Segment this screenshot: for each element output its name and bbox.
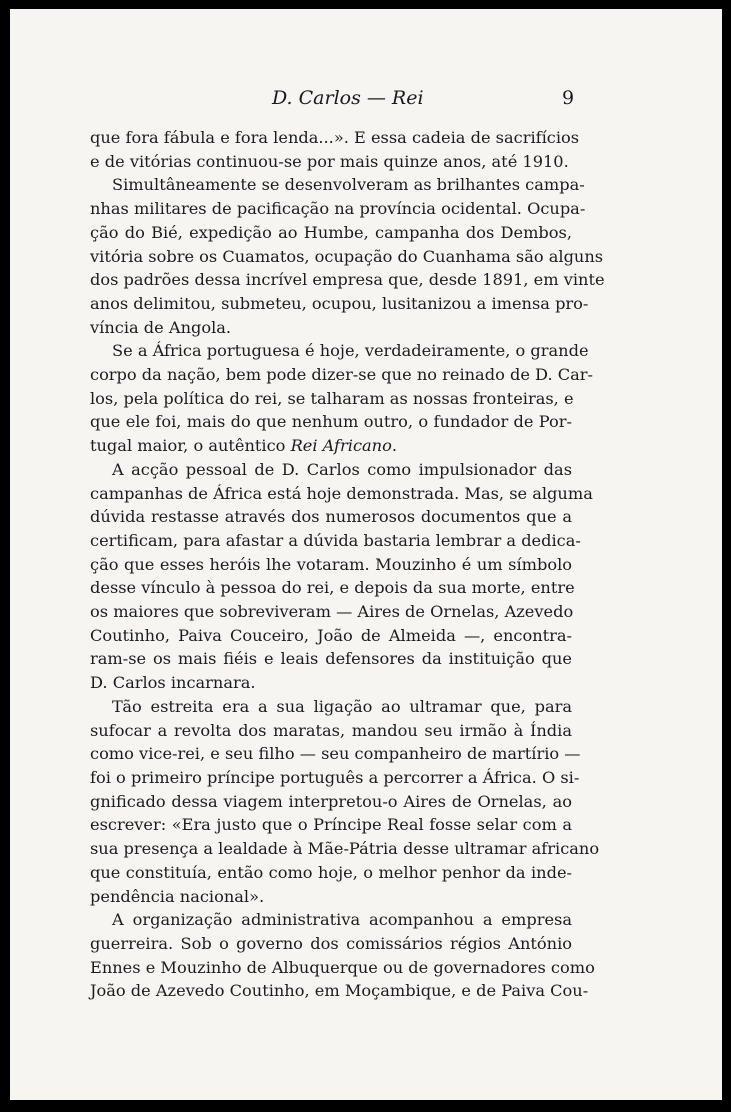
text-line: que ele foi, mais do que nenhum outro, o fundador de Por- [90,412,572,432]
text-line: Se a África portuguesa é hoje, verdadeiramente, o grande [112,341,589,361]
text-line: corpo da nação, bem pode dizer-se que no reinado de D. Car- [90,365,593,385]
text-line: A organização administrativa acompanhou a empresa [112,910,572,930]
text-line: D. Carlos incarnara. [90,673,256,693]
text-line: Simultâneamente se desenvolveram as brilhantes campa- [112,175,585,195]
text-line: pendência nacional». [90,886,265,906]
book-page [10,9,722,1100]
text-line: ção que esses heróis lhe votaram. Mouzinho é um símbolo [90,554,572,574]
text-line: campanhas de África está hoje demonstrada. Mas, se alguma [90,483,593,503]
text-line: certificam, para afastar a dúvida bastaria lembrar a dedica- [90,530,581,550]
text-line: Coutinho, Paiva Couceiro, João de Almeida —, encontra- [90,625,572,645]
page-number: 9 [562,87,575,109]
text-line: e de vitórias continuou-se por mais quinze anos, até 1910. [90,151,569,171]
text-line: como vice-rei, e seu filho — seu companheiro de martírio — [90,744,581,764]
text-line: desse vínculo à pessoa do rei, e depois da sua morte, entre [90,578,575,598]
page-header [10,87,722,117]
text-line: dúvida restasse através dos numerosos documentos que a [90,507,572,527]
text-line: gnificado dessa viagem interpretou-o Aires de Ornelas, ao [90,791,572,811]
text-line: anos delimitou, submeteu, ocupou, lusitanizou a imensa pro- [90,293,589,313]
text-line: sua presença a lealdade à Mãe-Pátria desse ultramar africano [90,839,600,859]
text-line: A acção pessoal de D. Carlos como impulsionador das [112,459,572,479]
text-line: Ennes e Mouzinho de Albuquerque ou de governadores como [90,957,595,977]
text-line: dos padrões dessa incrível empresa que, desde 1891, em vinte [90,270,605,290]
running-title: D. Carlos — Rei [272,87,424,109]
text-line: escrever: «Era justo que o Príncipe Real fosse selar com a [90,815,572,835]
text-line: tugal maior, o autêntico Rei Africano. [90,436,398,456]
text-line: os maiores que sobreviveram — Aires de Ornelas, Azevedo [90,602,574,622]
text-line: los, pela política do rei, se talharam as nossas fronteiras, e [90,388,574,408]
body-text [90,126,605,1003]
text-line: guerreira. Sob o governo dos comissários régios António [90,933,572,953]
text-line: ram-se os mais fiéis e leais defensores da instituição que [90,649,572,669]
text-line: nhas militares de pacificação na província ocidental. Ocupa- [90,199,586,219]
text-line: víncia de Angola. [90,317,232,337]
text-line: vitória sobre os Cuamatos, ocupação do Cuanhama são alguns [90,246,604,266]
text-line: sufocar a revolta dos maratas, mandou seu irmão à Índia [90,720,572,740]
text-line: Tão estreita era a sua ligação ao ultramar que, para [112,696,572,716]
text-line: que constituía, então como hoje, o melhor penhor da inde- [90,862,572,882]
text-line: que fora fábula e fora lenda...». E essa cadeia de sacrifícios [90,128,580,147]
emphasis-text: Rei Africano [290,436,392,456]
text-line: foi o primeiro príncipe português a percorrer a África. O si- [90,767,580,787]
text-line: ção do Bié, expedição ao Humbe, campanha dos Dembos, [90,222,572,242]
text-line: João de Azevedo Coutinho, em Moçambique, e de Paiva Cou- [90,981,589,1001]
